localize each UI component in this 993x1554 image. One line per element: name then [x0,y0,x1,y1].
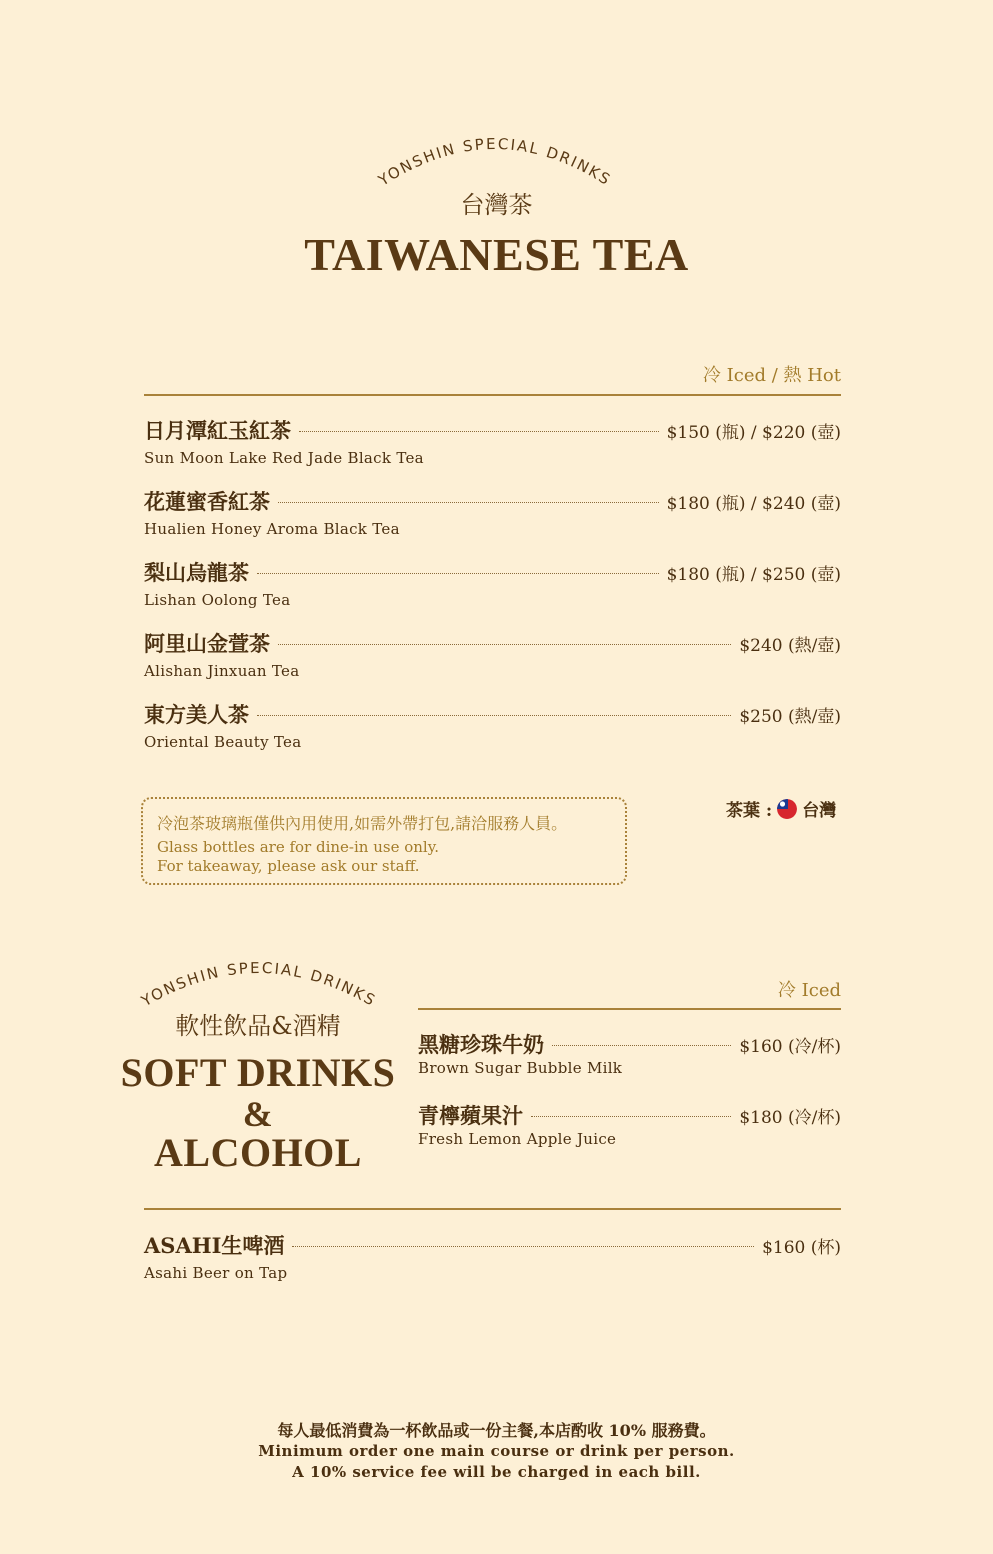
tea-origin [726,796,836,821]
footer-note [0,1418,993,1483]
item-price: $150 (瓶) / $220 (壺) [666,423,841,443]
leader-dots [257,715,731,716]
svg-text:YONSHIN SPECIAL DRINKS: YONSHIN SPECIAL DRINKS [138,958,380,1011]
item-price: $250 (熱/壺) [739,707,841,727]
tea-divider [144,394,841,396]
drinks-title-en-line1: SOFT DRINKS [120,1050,396,1095]
drinks-divider [418,1008,841,1010]
item-name-cn: 青檸蘋果汁 [418,1103,523,1128]
item-name-cn: 日月潭紅玉紅茶 [144,418,291,443]
menu-item [144,486,841,538]
notice-en-line2: For takeaway, please ask our staff. [157,857,420,875]
notice-cn: 冷泡茶玻璃瓶僅供內用使用,如需外帶打包,請洽服務人員。 [157,814,568,833]
item-name-cn: 東方美人茶 [144,702,249,727]
menu-item [144,1230,841,1282]
item-name-cn: 阿里山金萱茶 [144,631,270,656]
item-name-cn: ASAHI生啤酒 [144,1233,285,1258]
menu-item [144,699,841,751]
leader-dots [531,1116,731,1117]
item-name-en: Lishan Oolong Tea [144,591,291,609]
leader-dots [278,502,659,503]
item-price: $180 (瓶) / $240 (壺) [666,494,841,514]
item-price: $180 (瓶) / $250 (壺) [666,565,841,585]
leader-dots [292,1246,754,1247]
menu-item [144,415,841,467]
menu-item [144,557,841,609]
origin-place: 台灣 [802,801,837,821]
item-name-en: Sun Moon Lake Red Jade Black Tea [144,449,424,467]
item-price: $160 (杯) [762,1238,841,1258]
item-price: $160 (冷/杯) [739,1037,841,1057]
leader-dots [299,431,659,432]
item-name-en: Hualien Honey Aroma Black Tea [144,520,400,538]
menu-item [418,1100,841,1152]
footer-en-line2: A 10% service fee will be charged in each bill. [292,1463,701,1481]
item-name-cn: 黑糖珍珠牛奶 [418,1032,544,1057]
origin-label: 茶葉 : [726,801,773,821]
item-name-cn: 梨山烏龍茶 [144,560,249,585]
footer-en-line1: Minimum order one main course or drink per person. [258,1442,735,1460]
menu-item [144,628,841,680]
menu-item [418,1029,841,1081]
tea-column-header: 冷 Iced / 熱 Hot [702,365,841,386]
glass-bottle-notice [141,797,627,885]
item-name-en: Fresh Lemon Apple Juice [418,1130,617,1148]
notice-en-line1: Glass bottles are for dine-in use only. [157,838,439,856]
item-name-en: Alishan Jinxuan Tea [144,662,300,680]
tea-title-cn: 台灣茶 [460,191,533,219]
tea-arc-text: YONSHIN SPECIAL DRINKS [375,134,615,190]
tea-title-en: TAIWANESE TEA [304,229,689,280]
footer-cn: 每人最低消費為一杯飲品或一份主餐,本店酌收 10% 服務費。 [277,1421,716,1440]
leader-dots [257,573,659,574]
drinks-title-en-line2: & [242,1094,274,1134]
drinks-column-header: 冷 Iced [777,980,841,1001]
taiwan-flag-icon [777,799,797,819]
drinks-title-en-line3: ALCOHOL [154,1130,362,1175]
item-price: $240 (熱/壺) [739,636,841,656]
leader-dots [278,644,731,645]
beer-divider [144,1208,841,1210]
leader-dots [552,1045,731,1046]
drinks-title-cn: 軟性飲品&酒精 [175,1012,341,1040]
item-name-en: Asahi Beer on Tap [144,1264,288,1282]
item-name-cn: 花蓮蜜香紅茶 [144,489,270,514]
item-name-en: Oriental Beauty Tea [144,733,302,751]
item-name-en: Brown Sugar Bubble Milk [418,1059,623,1077]
item-price: $180 (冷/杯) [739,1108,841,1128]
